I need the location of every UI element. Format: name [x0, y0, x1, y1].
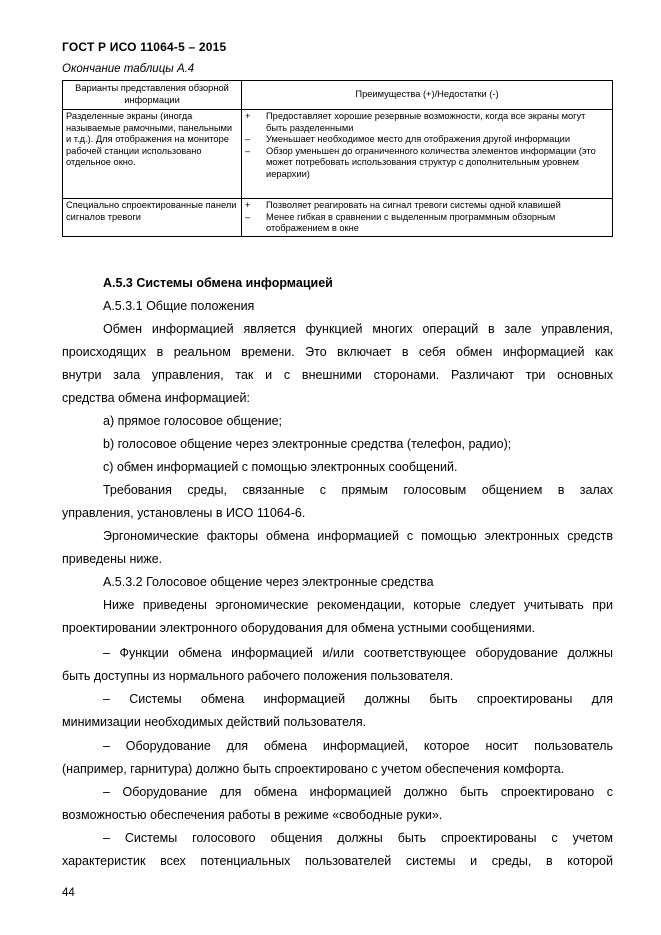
- point-sign: –: [245, 134, 251, 145]
- paragraph-line: минимизации необходимых действий пользователя.: [62, 715, 367, 729]
- point-sign: +: [245, 200, 251, 210]
- page-number: 44: [62, 887, 75, 899]
- subsection-title: А.5.3.2 Голосовое общение через электронные средства: [103, 575, 434, 589]
- table-cell-points: [242, 110, 613, 199]
- paragraph-line: – Системы голосового общения должны быть спроектированы с учетом: [103, 831, 613, 845]
- point-sign: –: [245, 145, 251, 156]
- table-row: [63, 110, 613, 199]
- point-item: [245, 146, 609, 181]
- table-caption: Окончание таблицы А.4: [62, 63, 195, 75]
- document-header: ГОСТ Р ИСО 11064-5 – 2015: [62, 40, 227, 54]
- section-heading: А.5.3 Системы обмена информацией: [103, 276, 333, 290]
- paragraph-line: проектировании электронного оборудования для обмена устными сообщениями.: [62, 621, 536, 635]
- paragraph-line: приведены ниже.: [62, 552, 163, 566]
- list-item: с) обмен информацией с помощью электронных сообщений.: [103, 460, 458, 474]
- paragraph-line: Требования среды, связанные с прямым голосовым общением в залах: [103, 483, 613, 497]
- paragraph-line: возможностью обеспечения работы в режиме «свободные руки».: [62, 808, 443, 822]
- paragraph-line: Эргономические факторы обмена информацией с помощью электронных средств: [103, 529, 613, 543]
- table-cell-points: [242, 199, 613, 237]
- point-item: [245, 111, 609, 134]
- list-item: а) прямое голосовое общение;: [103, 414, 282, 428]
- table-header-row: [63, 81, 613, 110]
- list-item: b) голосовое общение через электронные средства (телефон, радио);: [103, 437, 512, 451]
- paragraph-line: быть доступны из нормального рабочего положения пользователя.: [62, 669, 454, 683]
- table-cell-variant: Разделенные экраны (иногда называемые рамочными, панельными и т.д.). Для отображения на мониторе рабочей станции использовано отдельное окно.: [63, 110, 242, 199]
- point-sign: –: [245, 211, 251, 222]
- paragraph-line: управления, установлены в ИСО 11064-6.: [62, 506, 306, 520]
- point-item: [245, 134, 609, 146]
- paragraph-line: внутри зала управления, так и с внешними сторонами. Различают три основных: [62, 368, 613, 382]
- point-text: Предоставляет хорошие резервные возможности, когда все экраны могут быть разделенными: [266, 111, 586, 133]
- paragraph-line: Обмен информацией является функцией многих операций в зале управления,: [103, 322, 613, 336]
- paragraph-line: – Системы обмена информацией должны быть спроектированы для: [103, 692, 613, 706]
- paragraph-line: характеристик всех потенциальных пользователей системы и среды, в которой: [62, 854, 613, 868]
- table-cell-variant: Специально спроектированные панели сигналов тревоги: [63, 199, 242, 237]
- paragraph-line: средства обмена информацией:: [62, 391, 250, 405]
- paragraph-line: происходящих в реальном времени. Это включает в себя обмен информацией как: [62, 345, 613, 359]
- point-item: [245, 212, 609, 235]
- table-header-pros-cons: Преимущества (+)/Недостатки (-): [242, 81, 613, 110]
- point-item: [245, 200, 609, 212]
- table-row: [63, 199, 613, 237]
- paragraph-line: (например, гарнитура) должно быть спроектировано с учетом обеспечения комфорта.: [62, 762, 565, 776]
- point-text: Позволяет реагировать на сигнал тревоги системы одной клавишей: [266, 200, 561, 210]
- paragraph-line: – Функции обмена информацией и/или соответствующее оборудование должны: [103, 646, 613, 660]
- table-header-variant: Варианты представления обзорной информации: [63, 81, 242, 110]
- point-text: Менее гибкая в сравнении с выделенным программным обзорным отображением в окне: [266, 211, 556, 234]
- paragraph-line: – Оборудование для обмена информацией должно быть спроектировано с: [103, 785, 613, 799]
- point-text: Уменьшает необходимое место для отображения другой информации: [266, 134, 571, 145]
- point-sign: +: [245, 111, 251, 121]
- point-text: Обзор уменьшен до ограниченного количества элементов информации (это может потребовать использования структур с дополнительным уровнем иерархии): [266, 145, 596, 179]
- subsection-title: А.5.3.1 Общие положения: [103, 299, 255, 313]
- paragraph-line: Ниже приведены эргономические рекомендации, которые следует учитывать при: [103, 598, 613, 612]
- paragraph-line: – Оборудование для обмена информацией, которое носит пользователь: [103, 739, 613, 753]
- options-table: [62, 80, 613, 237]
